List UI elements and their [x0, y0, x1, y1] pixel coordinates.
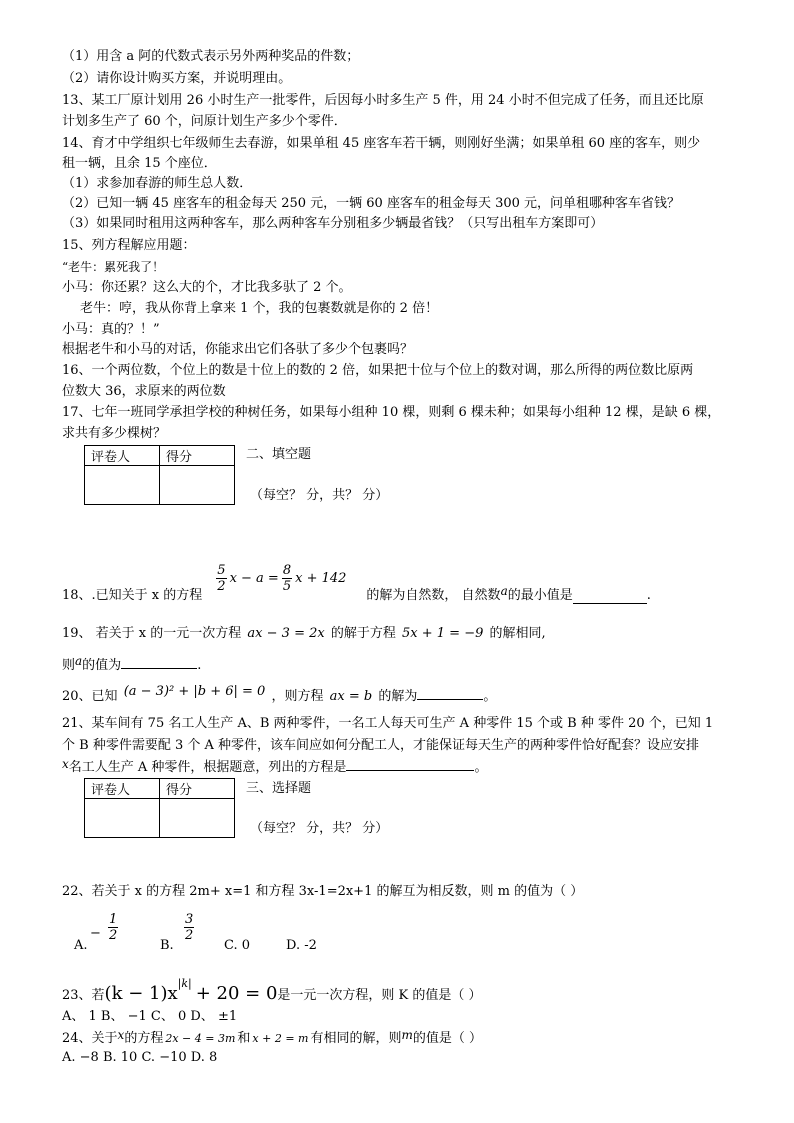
q18-frac1-den: 2: [217, 579, 226, 594]
q22-option-b-label: B.: [160, 938, 174, 953]
q18-equation: [216, 563, 346, 594]
text-line: （2）请你设计购买方案，并说明理由。: [62, 71, 292, 86]
q21-line3: 名工人生产 A 种零件，根据题意，列出的方程是: [68, 760, 347, 775]
question-17: 17、七年一班同学承担学校的种树任务，如果每小组种 10 棵，则剩 6 棵未种；如果每小组种 12 棵，是缺 6 棵，: [62, 405, 721, 420]
text-line: “老牛：累死我了！: [62, 260, 165, 274]
q18-prefix: 18、.已知关于 x 的方程: [62, 588, 203, 603]
q19-answer-blank[interactable]: [121, 668, 197, 669]
q22-option-a-num: 1: [109, 912, 118, 927]
section-title: 二、填空题: [246, 447, 312, 462]
q24-eq1: 2x − 4 = 3m: [165, 1032, 236, 1045]
q20-eq2: ax = b: [329, 689, 373, 704]
q23-eq: (k − 1)x: [104, 983, 178, 1004]
q20-end: 。: [483, 689, 497, 704]
q18-answer-blank[interactable]: [573, 603, 647, 604]
text-line: （1）用含 a 阿的代数式表示另外两种奖品的件数；: [62, 49, 360, 64]
q18-var: a: [500, 584, 508, 598]
question-16: 16、一个两位数，个位上的数是十位上的数的 2 倍，如果把十位与个位上的数对调，那么所得的两位数比原两: [62, 363, 694, 378]
q22-option-a-sign: −: [90, 926, 101, 941]
q22-option-b-num: 3: [185, 912, 194, 927]
q24-var-x: x: [117, 1028, 125, 1042]
q19-line2-suffix: 的值为: [82, 658, 122, 673]
q18-tail: x + 142: [295, 570, 347, 586]
section-title: 三、选择题: [246, 781, 312, 796]
score-table: [84, 778, 235, 838]
q18-mid: x − a =: [229, 570, 279, 586]
question-20: [62, 684, 497, 705]
question-19-line2: [62, 654, 202, 674]
q22-option-a-frac: [108, 912, 118, 943]
q18-end: .: [646, 588, 651, 603]
score-table-header-grader: 评卷人: [85, 446, 160, 466]
q23-options: A、 1 B、 −1 C、 0 D、 ±1: [62, 1009, 238, 1024]
q22-option-b-frac: [184, 912, 194, 943]
text-line: 个 B 种零件需要配 3 个 A 种零件，该车间应如何分配工人，才能保证每天生产的两种零件恰好配套？设应安排: [62, 738, 700, 753]
question-23: [62, 977, 482, 1004]
text-line: 小马：真的？！”: [62, 322, 160, 337]
q23-prefix: 23、若: [62, 988, 105, 1003]
score-table-header-score: 得分: [160, 446, 235, 466]
q24-suffix: 的值是（ ）: [412, 1031, 483, 1046]
q18-frac2-num: 8: [282, 563, 292, 578]
q24-mid3: 有相同的解，则: [310, 1031, 402, 1046]
q19-mid: 的解于方程: [330, 626, 396, 641]
text-line: 老牛：哼，我从你背上拿来 1 个，我的包裹数就是你的 2 倍！: [80, 301, 439, 316]
q19-line2-prefix: 则: [62, 658, 76, 673]
q19-var: a: [75, 654, 83, 668]
score-table: [84, 445, 235, 505]
q24-options: A. −8 B. 10 C. −10 D. 8: [62, 1050, 218, 1065]
question-14: 14、育才中学组织七年级师生去春游，如果单租 45 座客车若干辆，则刚好坐满；如果单租 60 座的客车，则少: [62, 136, 701, 151]
q21-end: 。: [474, 760, 488, 775]
score-table-cell[interactable]: [160, 466, 235, 505]
score-table-cell[interactable]: [160, 799, 235, 838]
score-table-header-score: 得分: [160, 779, 235, 799]
text-line: 计划多生产了 60 个，问原计划生产多少个零件．: [62, 114, 347, 129]
question-21-line3: [62, 759, 487, 776]
question-13: 13、某工厂原计划用 26 小时生产一批零件，后因每小时多生产 5 件，用 24 小时不但完成了任务，而且还比原: [62, 93, 704, 108]
section-note: （每空？ 分，共？ 分）: [250, 488, 389, 503]
q24-var-m: m: [401, 1028, 413, 1042]
q23-eq-tail: + 20 = 0: [195, 983, 278, 1004]
text-line: 根据老牛和小马的对话，你能求出它们各驮了多少个包裹吗？: [62, 342, 414, 357]
q23-exp: |k|: [177, 977, 192, 990]
q20-mid: ，则方程: [271, 689, 324, 704]
question-15: 15、列方程解应用题：: [62, 238, 196, 253]
q21-answer-blank[interactable]: [346, 770, 474, 771]
q24-mid2: 和: [237, 1031, 251, 1046]
text-line: 位数大 36，求原来的两位数: [62, 384, 226, 399]
question-21: 21、某车间有 75 名工人生产 A、B 两种零件，一名工人每天可生产 A 种零件 15 个或 B 种 零件 20 个，已知 1: [62, 716, 714, 731]
q22-option-c: C. 0: [224, 938, 251, 953]
question-19: [62, 626, 546, 642]
score-table-cell[interactable]: [85, 466, 160, 505]
q20-prefix: 20、已知: [62, 689, 118, 704]
text-line: 小马：你还累？这么大的个，才比我多驮了 2 个。: [62, 280, 352, 295]
text-line: 租一辆，且余 15 个座位．: [62, 156, 217, 171]
q22-option-d: D. -2: [286, 938, 317, 953]
question-18: [62, 556, 651, 604]
q22-option-a-label: A.: [74, 938, 88, 953]
q24-eq2: x + 2 = m: [252, 1032, 309, 1045]
text-line: （2）已知一辆 45 座客车的租金每天 250 元，一辆 60 座客车的租金每天 300 元，问单租哪种客车省钱？: [62, 196, 681, 211]
q18-suffix1: 的解为自然数， 自然数: [366, 588, 501, 603]
q19-eq1: ax − 3 = 2x: [247, 626, 325, 641]
q24-mid1: 的方程: [124, 1031, 164, 1046]
q18-frac2-den: 5: [282, 579, 292, 594]
q22-option-b-den: 2: [185, 928, 194, 943]
q19-end: .: [197, 658, 202, 673]
q22-options: [74, 912, 474, 956]
q20-eq: (a − 3)² + |b + 6| = 0: [123, 684, 266, 699]
q24-prefix: 24、关于: [62, 1031, 118, 1046]
text-line: 求共有多少棵树？: [62, 426, 167, 441]
q19-prefix: 19、 若关于 x 的一元一次方程: [62, 626, 242, 641]
text-line: （3）如果同时租用这两种客车，那么两种客车分别租多少辆最省钱？（只写出租车方案即可）: [62, 216, 604, 231]
q20-suffix: 的解为: [378, 689, 418, 704]
question-22: 22、若关于 x 的方程 2m+ x=1 和方程 3x-1=2x+1 的解互为相反数，则 m 的值为（ ）: [62, 884, 584, 899]
q23-suffix: 是一元一次方程，则 K 的值是（ ）: [277, 988, 482, 1003]
question-24: [62, 1030, 482, 1047]
q20-answer-blank[interactable]: [417, 699, 483, 700]
q22-option-a-den: 2: [109, 928, 118, 943]
q18-frac1-num: 5: [217, 563, 226, 578]
text-line: （1）求参加春游的师生总人数．: [62, 176, 253, 191]
q19-eq2: 5x + 1 = −9: [402, 626, 484, 641]
q18-suffix2: 的最小值是: [507, 588, 573, 603]
score-table-cell[interactable]: [85, 799, 160, 838]
q21-var: x: [62, 757, 69, 771]
section-note: （每空？ 分，共？ 分）: [250, 821, 389, 836]
q19-suffix: 的解相同,: [489, 626, 546, 641]
score-table-header-grader: 评卷人: [85, 779, 160, 799]
